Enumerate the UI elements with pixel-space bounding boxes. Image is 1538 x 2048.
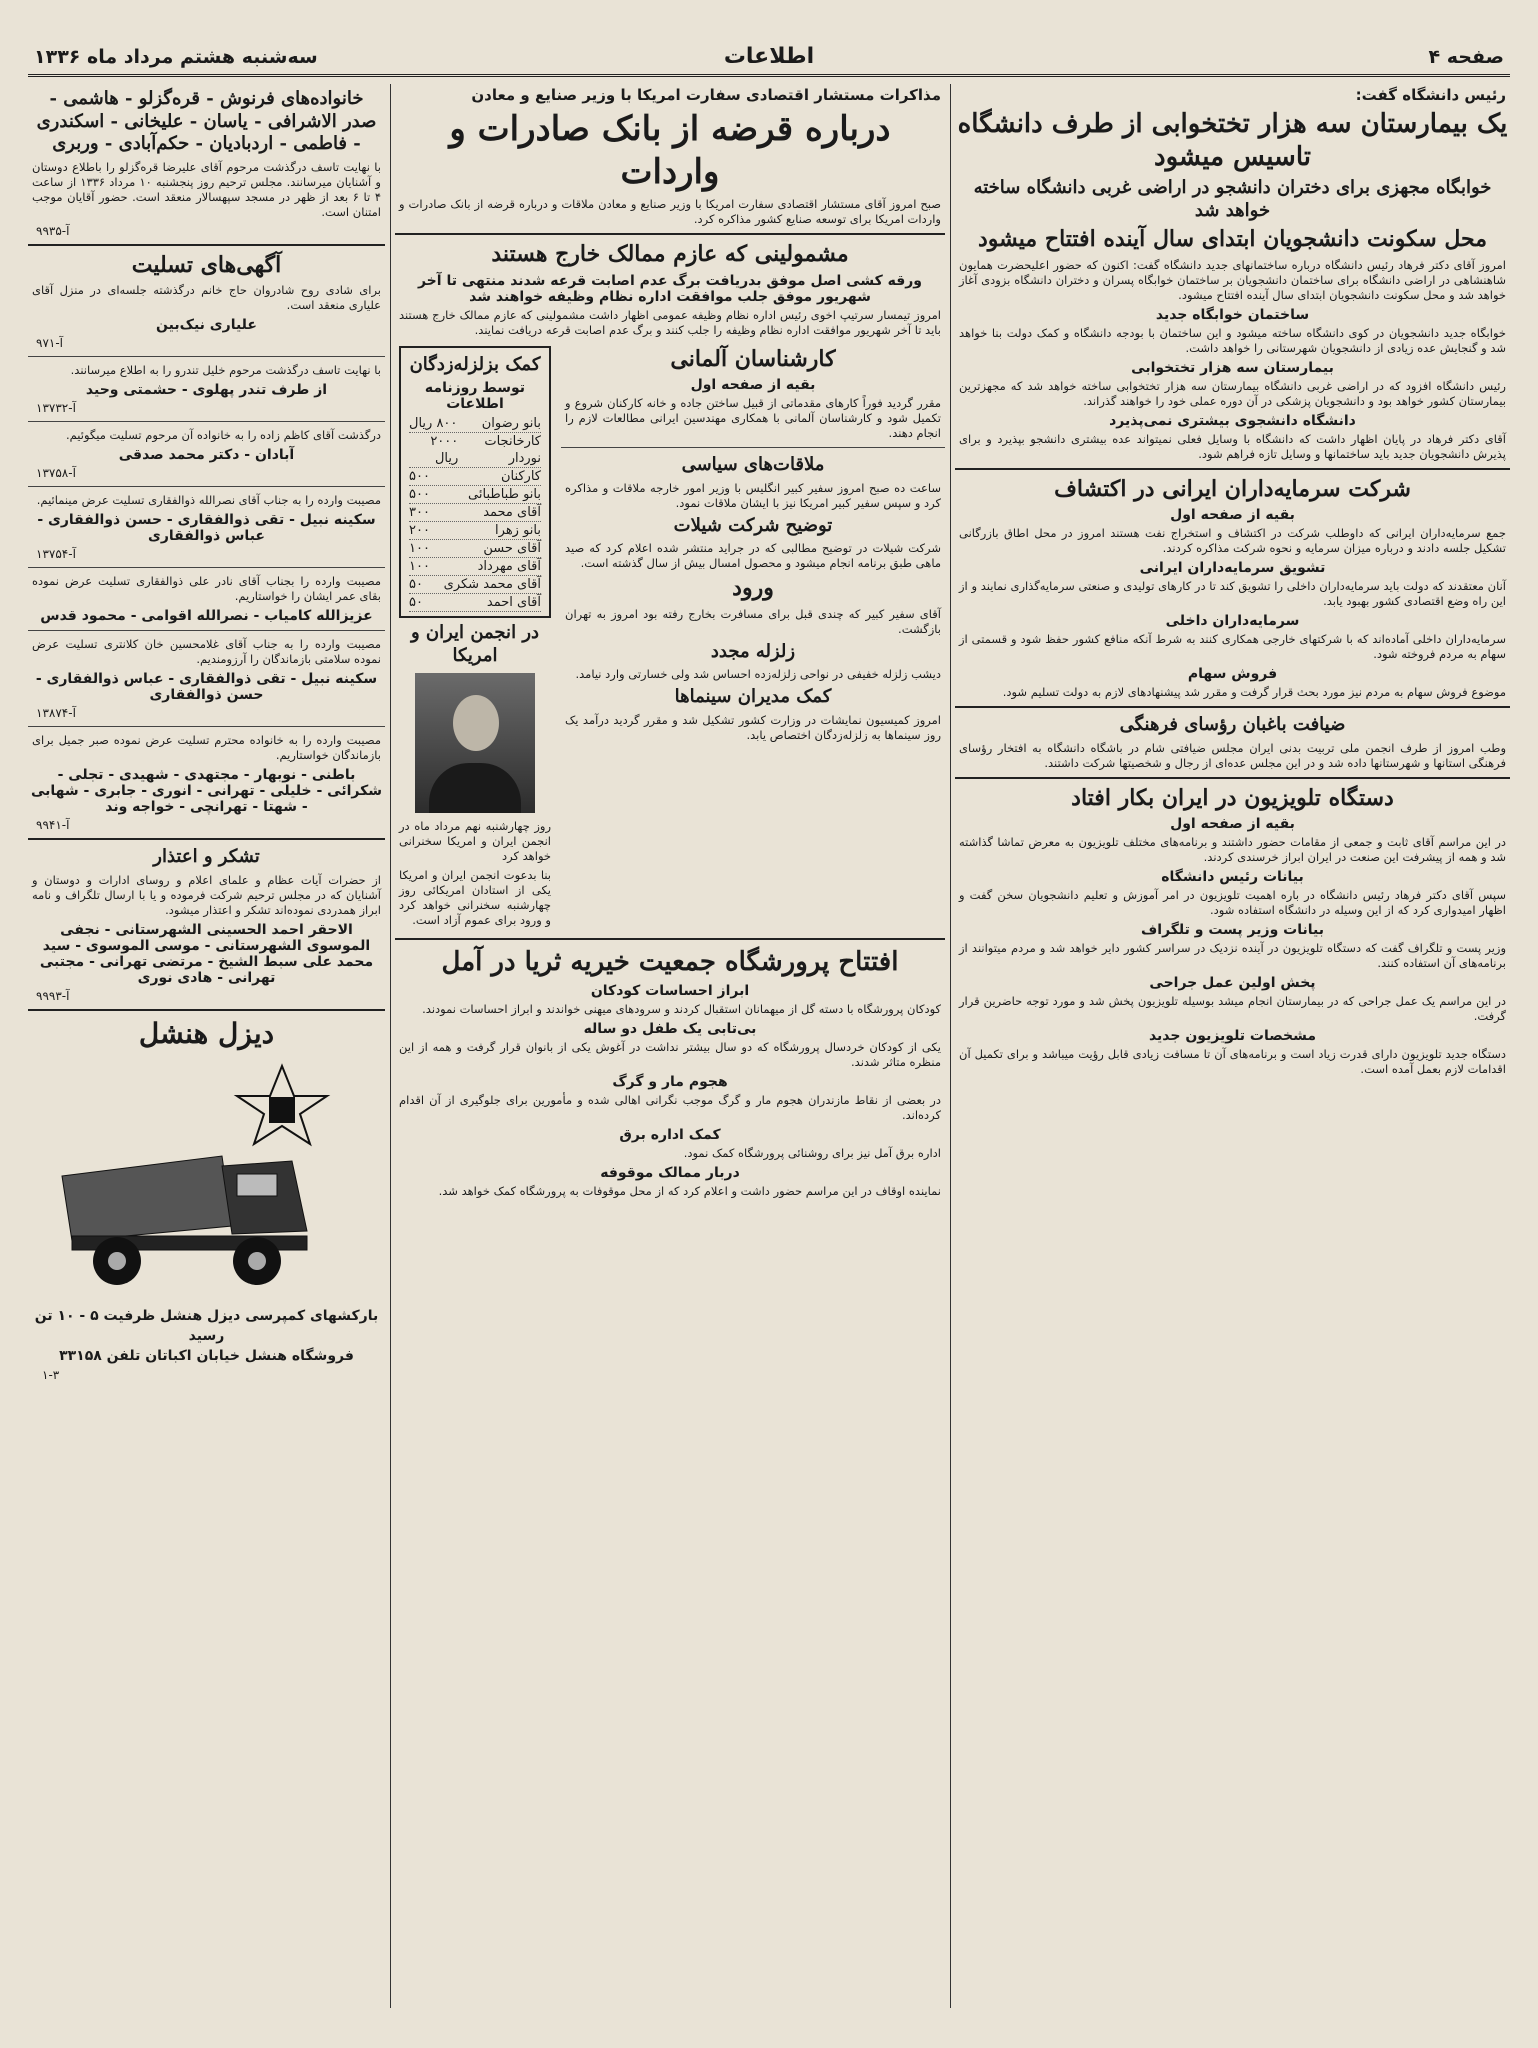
ad-title: دیزل هنشل [138,1016,275,1050]
aid-row [409,415,541,433]
condolence-signature: آبادان - دکتر محمد صدقی [118,447,295,463]
section-heading: بیمارستان سه هزار تختخوابی [1131,359,1334,376]
masthead [28,40,1510,77]
divider [395,938,945,940]
condolence-body: با نهایت تاسف درگذشت مرحوم خلیل تندرو را به اطلاع میرسانند. [70,363,381,377]
condolence-signature: علیاری نیک‌بین [156,317,257,333]
divider [561,447,945,448]
ad-reference: آ-۱۳۷۳۲ [36,401,76,415]
aid-donor: بانو طباطبائی [468,487,541,502]
aid-amount: ۵۰۰ [409,487,430,502]
aid-amount: ۳۰۰ [409,505,430,520]
obituary-body: با نهایت تاسف درگذشت مرحوم آقای علیرضا قره‌گزلو را باطلاع دوستان و آشنایان میرسانند. مجلس ترحیم روز پنجشنبه ۱۰ مرداد ۱۳۳۶ از ساعت ۴ تا ۶ بعد از ظهر در مسجد سپهسالار منعقد است. حضور آقایان موجب امتنان است. [32,159,381,219]
center-split [395,342,945,933]
divider [28,486,385,487]
section-heading: ساختمان خوابگاه جدید [1155,306,1310,323]
article-body: دیشب زلزله خفیفی در نواحی زلزله‌زده احساس شد ولی خسارتی وارد نیامد. [575,667,941,681]
section-heading: ابراز احساسات کودکان [590,982,750,999]
condolence-body: مصیبت وارده را به خانواده محترم تسلیت عرض نموده صبر جمیل برای بازماندگان خواستاریم. [32,733,381,762]
aid-donor: کارکنان [500,469,541,484]
article-body: وزیر پست و تلگراف گفت که دستگاه تلویزیون در آینده نزدیک در سراسر کشور دایر خواهد شد و مردم میتوانند از برنامه‌های آن استفاده کنند. [959,941,1506,970]
section-heading: بیانات رئیس دانشگاه [1161,869,1304,885]
section-heading: مشخصات تلویزیون جدید [1148,1028,1317,1044]
aid-row [409,433,541,468]
article-headline: توضیح شرکت شیلات [673,514,833,536]
column-left [28,84,385,2008]
article-headline: درباره قرضه از بانک صادرات و واردات [449,109,891,192]
article-body: در این مراسم یک عمل جراحی که در بیمارستان انجام میشد بوسیله تلویزیون پخش شد و مورد توجه حاضرین قرار گرفت. [959,994,1506,1023]
divider [395,233,945,235]
ad-reference: آ-۹۷۱ [36,336,64,350]
aid-row [409,558,541,576]
section-heading: سرمایه‌داران داخلی [1165,613,1300,629]
article-headline: کمک مدیران سینماها [674,686,832,707]
photo-caption: روز چهارشنبه نهم مرداد ماه در انجمن ایران و امریکا سخنرانی خواهد کرد [399,819,551,863]
condolence-body: مصیبت وارده را به جناب آقای غلامحسین خان کلانتری تسلیت عرض نموده سلامتی بازماندگان را آرزومندیم. [32,637,381,666]
article-body: سرمایه‌داران داخلی آماده‌اند که با شرکتهای خارجی همکاری کنند به شرط آنکه منافع کشور حفظ شود و قسمتی از سهام به مردم فروخته شود. [959,632,1506,661]
divider [28,421,385,422]
section-heading: دانشگاه دانشجوی بیشتری نمی‌پذیرد [1109,412,1356,429]
continued-note: بقیه از صفحه اول [1170,507,1295,523]
article-body: شرکت شیلات در توضیح مطالبی که در جراید منتشر شده اعلام کرد که صید ماهی طبق برنامه انجام میشود و محصول امسال بیش از سال گذشته است. [565,541,941,570]
continued-note: بقیه از صفحه اول [690,377,816,393]
condolence-body: برای شادی روح شادروان حاج خانم درگذشته جلسه‌ای در منزل آقای علیاری منعقد است. [32,283,381,312]
page-number: صفحه ۴ [1428,46,1504,68]
continued-note: بقیه از صفحه اول [1170,816,1295,832]
obituary-title: خانواده‌های فرنوش - قره‌گزلو - هاشمی - صدر الاشرافی - یاسان - علیخانی - اسکندری - فاطمی - اردبادیان - حکم‌آبادی - وربری [36,88,377,154]
divider [28,244,385,246]
truck-body [62,1156,307,1250]
aid-donor: آقای مهرداد [477,559,541,574]
ad-reference: آ-۹۹۹۳ [36,988,70,1003]
center-sub-left [395,342,555,933]
article-headline: ضیافت باغبان رؤسای فرهنگی [1119,714,1346,735]
article-headline: یک بیمارستان سه هزار تختخوابی از طرف دانشگاه تاسیس میشود [957,109,1508,172]
ad-reference: ۱-۳ [42,1367,60,1382]
aid-donor: بانو رضوان [481,416,541,431]
article-body: در بعضی از نقاط مازندران هجوم مار و گرگ موجب نگرانی اهالی شده و مأمورین برای جلوگیری از آن اقدام کرده‌اند. [399,1092,941,1122]
article-body: آقای سفیر کبیر که چندی قبل برای مسافرت بخارج رفته بود امروز به تهران بازگشت. [565,606,941,636]
article-body: در این مراسم آقای ثابت و جمعی از مقامات حضور داشتند و برنامه‌های مختلف تلویزیون به معرض تماشا گذاشته شد و همه از پیشرفت این صنعت در ایران ابراز خرسندی کردند. [959,835,1506,864]
column-right [955,84,1510,2008]
aid-row [409,540,541,558]
truck-illustration [42,1056,372,1306]
aid-amount: ۵۰ [409,577,423,592]
condolence-section-title: آگهی‌های تسلیت [131,251,282,278]
article-body: مقرر گردید فوراً کارهای مقدماتی از قبیل ساختن جاده و خانه کارکنان شروع و تکمیل شود و کارشناسان آلمانی با همکاری مهندسین ایرانی مطالعات لازم را انجام دهند. [565,396,941,440]
ad-reference: آ-۹۹۴۱ [36,818,70,832]
article-subhead: محل سکونت دانشجویان ابتدای سال آینده افتتاح میشود [978,226,1487,252]
ad-reference: آ-۱۳۸۷۴ [36,706,76,720]
aid-amount: ۱۰۰ [409,559,430,574]
article-headline: دستگاه تلویزیون در ایران بکار افتاد [1071,784,1394,811]
section-heading: هجوم مار و گرگ [612,1073,728,1090]
article-body: نماینده اوقاف در این مراسم حضور داشت و اعلام کرد که از محل موقوفات به پرورشگاه کمک خواهد شد. [438,1183,941,1198]
condolence-body: درگذشت آقای کاظم زاده را به خانواده آن مرحوم تسلیت میگوئیم. [65,428,381,442]
portrait-suit [429,763,521,813]
ad-reference: آ-۱۳۷۵۸ [36,466,76,480]
aid-row [409,522,541,540]
divider [28,567,385,568]
condolence-signature: عزیزالله کامیاب - نصرالله اقوامی - محمود قدس [40,608,373,624]
article-headline: کارشناسان آلمانی [670,345,836,372]
article-body: صبح امروز آقای مستشار اقتصادی سفارت امریکا با وزیر صنایع و معادن ملاقات و درباره قرضه از بانک صادرات و واردات امریکا برای توسعه صنایع کشور مذاکره کرد. [399,197,941,226]
portrait-face [453,695,499,751]
aid-donor: آقای محمد [483,505,541,520]
article-headline: در انجمن ایران و امریکا [410,622,540,666]
article-kicker: رئیس دانشگاه گفت: [1355,86,1506,104]
column-rule [390,84,391,2008]
article-body: امروز تیمسار سرتیپ اخوی رئیس اداره نظام وظیفه عمومی اظهار داشت مشمولینی که عازم ممالک خارج هستند باید تا آخر شهریور موافقت اداره نظام وظیفه را جلب کنند و برگ عدم اصابت قرعه دریافت نمایند. [399,307,941,337]
section-heading: دربار ممالک موقوفه [600,1164,740,1181]
condolence-signature: باطنی - نوبهار - مجتهدی - شهیدی - تجلی - شکرائی - خلیلی - تهرانی - انوری - جابری - شهابی - شهتا - تهرانچی - خواجه وند [30,767,382,815]
article-body: بنا بدعوت انجمن ایران و امریکا یکی از استادان امریکائی روز چهارشنبه سخنرانی خواهد کرد و ورود برای عموم آزاد است. [399,868,551,927]
article-subhead: خوابگاه مجهزی برای دختران دانشجو در اراضی غربی دانشگاه ساخته خواهد شد [973,177,1492,221]
article-headline: زلزله مجدد [710,640,796,662]
article-body: وطب امروز از طرف انجمن ملی تربیت بدنی ایران مجلس ضیافتی شام در باشگاه دانشگاه به افتخار رؤسای فرهنگی استانها و شهرستانها داده شد و در این مجلس عده‌ای از رجال و شخصیتها شرکت داشتند. [959,740,1506,770]
article-body: اداره برق آمل نیز برای روشنائی پرورشگاه کمک نمود. [683,1145,941,1160]
aid-amount: ۸۰۰ ریال [409,416,458,431]
divider [28,838,385,840]
article-body: آنان معتقدند که دولت باید سرمایه‌داران داخلی را تشویق کند تا در کارهای تولیدی و صنعتی سرمایه‌گذاری نمایند و از این راه وضع اقتصادی کشور بهبود یابد. [959,579,1506,608]
section-heading: بی‌تابی یک طفل دو ساله [583,1020,757,1037]
article-body: جمع سرمایه‌داران ایرانی که داوطلب شرکت در اکتشاف و استخراج نفت هستند امروز در محل اطاق بازرگانی تشکیل جلسه دادند و درباره میزان سرمایه و نحوه شرکت مذاکره کردند. [959,526,1506,555]
article-headline: ملاقات‌های سیاسی [681,454,825,475]
section-heading: تشویق سرمایه‌داران ایرانی [1139,560,1326,576]
article-body: آقای دکتر فرهاد در پایان اظهار داشت که دانشگاه با وسایل فعلی نمیتواند عده بیشتری دانشجو بپذیرد و برای پذیرش دانشجویان جدید باید ساختمانها و وسایل تازه فراهم شود. [959,431,1506,461]
thanks-signature: الاحقر احمد الحسینی الشهرستانی - نجفی الموسوی الشهرستانی - موسی الموسوی - سید محمد علی سبط الشیخ - مرتضی تهرانی - مجتبی تهرانی - هادی نوری [39,921,374,986]
aid-amount: ۵۰۰ [409,469,430,484]
ad-reference: آ-۹۹۳۵ [36,223,70,238]
article-subhead: ورقه کشی اصل موفق بدریافت برگ عدم اصابت قرعه شدند منتهی تا آخر شهریور موفق جلب موافقت اداره نظام وظیفه خواهند شد [417,272,923,305]
article-body: موضوع فروش سهام به مردم نیز مورد بحث قرار گرفت و مقرر شد پیشنهادهای لازم به دولت تسلیم شود. [1002,685,1506,699]
aid-amount: ۲۰۰ [409,523,430,538]
divider [28,630,385,631]
article-body: سپس آقای دکتر فرهاد رئیس دانشگاه در باره اهمیت تلویزیون در امر آموزش و تعلیم دانشجویان سخن گفت و اظهار امیدواری کرد که از این وسیله در دانشگاه استفاده شود. [959,888,1506,917]
henschel-ad [34,1017,379,1382]
aid-row [409,594,541,612]
thanks-title: تشکر و اعتذار [153,846,260,867]
article-headline: ورود [732,575,774,601]
column-center [395,84,945,2008]
issue-date: سه‌شنبه هشتم مرداد ماه ۱۳۳۶ [34,46,318,68]
aid-donor: آقای محمد شکری [443,577,541,592]
condolence-signature: سکینه نبیل - تقی ذوالفقاری - عباس ذوالفقاری - حسن ذوالفقاری [35,671,378,703]
aid-title: کمک بزلزله‌زدگان [409,353,541,375]
aid-row [409,468,541,486]
divider [28,726,385,727]
article-body: کودکان پرورشگاه با دسته گل از میهمانان استقبال کردند و سرودهای میهنی خواندند و ابراز احساسات نمودند. [422,1001,941,1016]
aid-row [409,504,541,522]
aid-list [409,415,541,612]
henschel-star-logo [237,1066,327,1144]
aid-amount: ۱۰۰ [409,541,430,556]
aid-subtitle: توسط روزنامه اطلاعات [424,380,526,412]
article-headline: مشمولینی که عازم ممالک خارج هستند [491,241,849,267]
aid-donor: بانو زهرا [495,523,541,538]
aid-donor: کارخانجات نوردار [484,434,541,466]
article-body: خوابگاه جدید دانشجویان در کوی دانشگاه ساخته میشود و این ساختمان با بودجه دانشگاه و کمک دولت بنا خواهد شد و گنجایش عده زیادی از دانشجویان شهرستانی را خواهد داشت. [959,325,1506,355]
article-body: ساعت ده صبح امروز سفیر کبیر انگلیس با وزیر امور خارجه ملاقات و مذاکره کرد و سپس سفیر کبیر امریکا نیز با ایشان ملاقات نمود. [565,480,941,510]
aid-amount: ۲۰۰۰ ریال [430,434,459,466]
article-body: امروز کمیسیون نمایشات در وزارت کشور تشکیل شد و مقرر گردید درآمد یک روز سینماها به زلزله‌زدگان اختصاص یابد. [565,712,941,742]
aid-row [409,576,541,594]
article-headline: افتتاح پرورشگاه جمعیت خیریه ثریا در آمل [441,947,899,977]
article-body: دستگاه جدید تلویزیون دارای قدرت زیاد است و برنامه‌های آن تا مسافت زیادی قابل رؤیت میباشد و برای تکمیل آن اقدامات لازم بعمل آمده است. [959,1047,1506,1076]
condolence-body: مصیبت وارده را به جناب آقای نصرالله ذوالفقاری تسلیت عرض مینمائیم. [36,493,381,507]
divider [955,706,1510,708]
divider [955,468,1510,470]
section-heading: کمک اداره برق [619,1126,721,1143]
aid-row [409,486,541,504]
condolence-body: مصیبت وارده را بجناب آقای نادر علی ذوالفقاری تسلیت عرض نموده بقای عمر ایشان را خواستاریم. [32,574,381,603]
article-kicker: مذاکرات مستشار اقتصادی سفارت امریکا با وزیر صنایع و معادن [471,86,941,104]
divider [28,1009,385,1011]
aid-box [399,346,551,619]
ad-reference: آ-۱۳۷۵۴ [36,547,76,561]
ad-line: بارکشهای کمپرسی دیزل هنشل ظرفیت ۵ - ۱۰ تن رسید [34,1307,379,1344]
ad-line: فروشگاه هنشل خیابان اکباتان تلفن ۳۳۱۵۸ [59,1347,354,1364]
article-body: امروز آقای دکتر فرهاد رئیس دانشگاه درباره ساختمانهای جدید دانشگاه گفت: اکنون که حضور اعلیحضرت همایون شاهنشاهی در اراضی دانشگاه برای ساختمان دانشجویان بر ساختمان خوابگاه پسران و دختران دانشگاه بزودی آغاز خواهد شد و محل سکونت دانشجویان ابتدای سال آینده افتتاح میشود. [959,257,1506,302]
article-body: یکی از کودکان خردسال پرورشگاه که دو سال بیشتر نداشت در آغوش یکی از بانوان قرار گرفت و همه از این منظره متاثر شدند. [399,1039,941,1069]
aid-donor: آقای احمد [486,595,541,610]
aid-amount: ۵۰ [409,595,423,610]
article-headline: شرکت سرمایه‌داران ایرانی در اکتشاف [1054,475,1411,502]
article-body: رئیس دانشگاه افزود که در اراضی غربی دانشگاه بیمارستان سه هزار تختخوابی ساخته خواهد شد که مجهزترین بیمارستان کشور خواهد بود و دانشجویان پزشکی در آن دوره عملی خود را خواهند گذراند. [959,378,1506,408]
divider [955,777,1510,779]
center-sub-right [561,342,945,933]
aid-donor: آقای حسن [483,541,541,556]
divider [28,356,385,357]
column-rule [950,84,951,2008]
section-heading: فروش سهام [1187,666,1278,682]
condolence-signature: سکینه نبیل - تقی ذوالفقاری - حسن ذوالفقاری - عباس ذوالفقاری [37,512,376,544]
section-heading: بیانات وزیر پست و تلگراف [1141,922,1324,938]
thanks-body: از حضرات آیات عظام و علمای اعلام و روسای ادارات و دوستان و آشنایان که در مجلس ترحیم شرکت فرموده و یا با ارسال تلگراف و نامه ابراز همدردی نموده‌اند تشکر و اعتذار میشود. [32,872,381,917]
paper-name: اطلاعات [723,44,815,69]
portrait-photo [415,673,535,813]
condolence-signature: از طرف تندر پهلوی - حشمتی وحید [85,382,328,398]
section-heading: پخش اولین عمل جراحی [1149,975,1316,991]
